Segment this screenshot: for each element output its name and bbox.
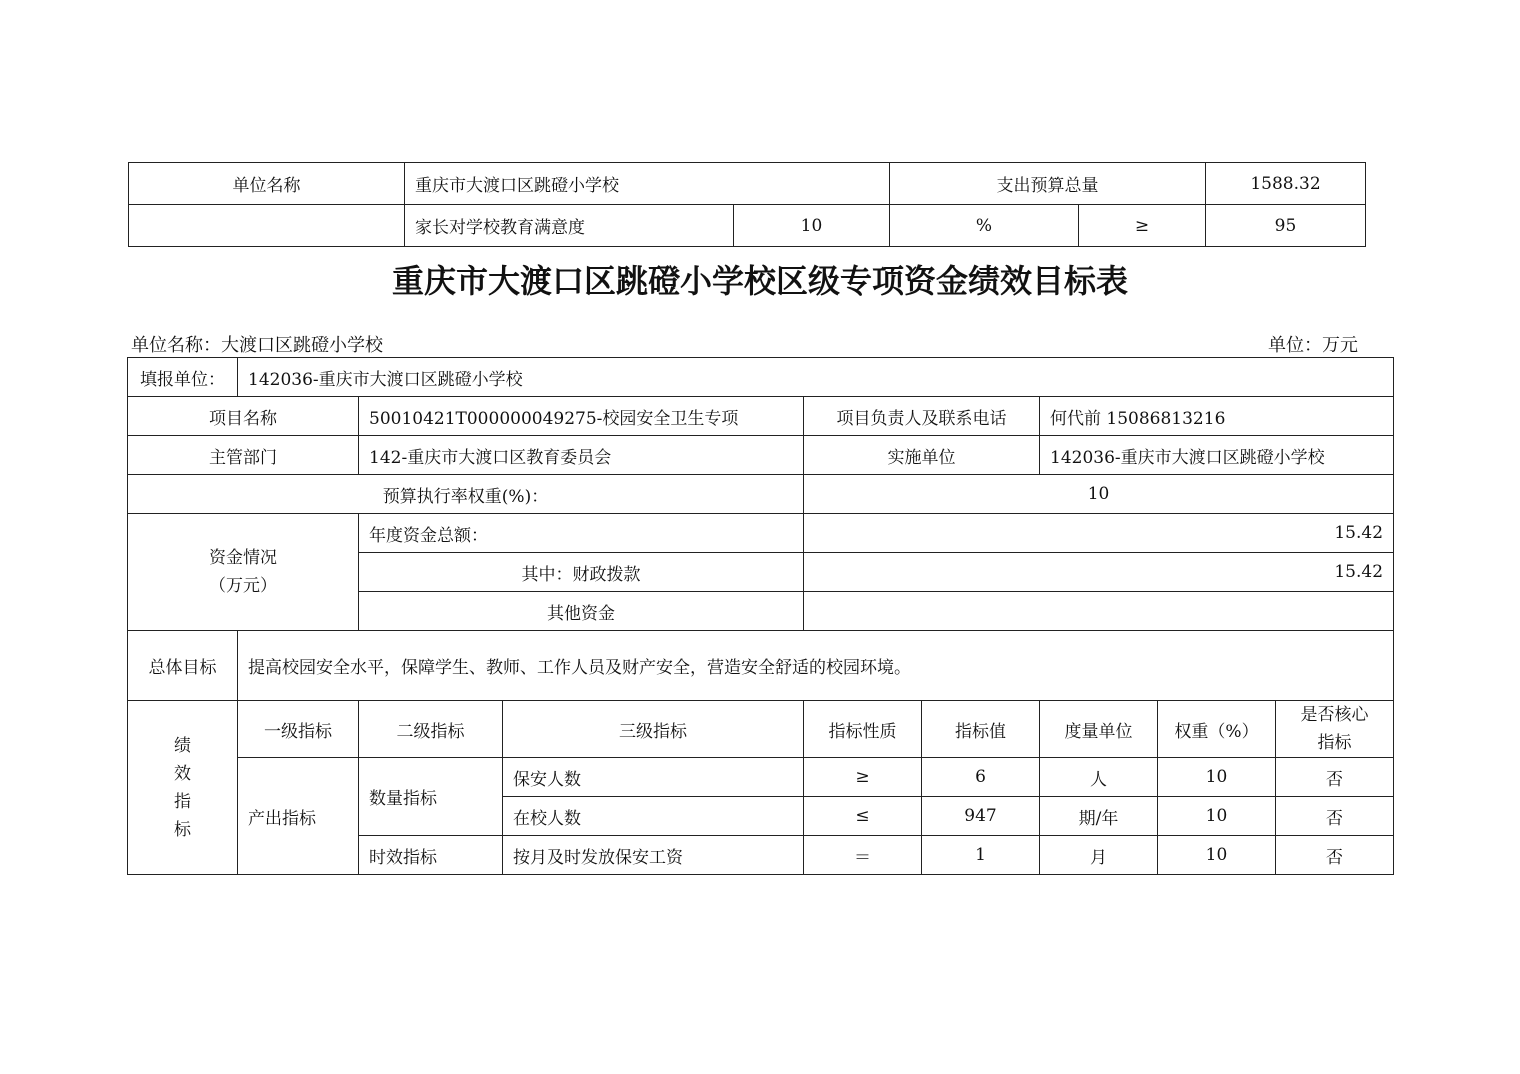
indicator-header-row (128, 701, 1394, 758)
impl-value: 142036-重庆市大渡口区跳磴小学校 (1040, 436, 1394, 475)
funds-label-line-2: （万元） (209, 576, 277, 596)
project-name-value: 50010421T000000049275-校园安全卫生专项 (359, 397, 804, 436)
goal-value: 提高校园安全水平，保障学生、教师、工作人员及财产安全，营造安全舒适的校园环境。 (238, 631, 1394, 701)
indicator-row (128, 758, 1394, 797)
perf-indicator-label (128, 701, 238, 875)
page-title: 重庆市大渡口区跳磴小学校区级专项资金绩效目标表 (391, 262, 1128, 300)
weight-cell: 10 (1158, 836, 1276, 875)
satisfaction-weight: 10 (734, 205, 890, 247)
level3-cell: 按月及时发放保安工资 (503, 836, 804, 875)
satisfaction-nature: ≥ (1079, 205, 1206, 247)
header-core: 是否核心指标 (1276, 701, 1394, 758)
core-cell: 否 (1276, 797, 1394, 836)
exec-rate-label: 预算执行率权重(%)： (128, 475, 804, 514)
unit-cell: 人 (1040, 758, 1158, 797)
annual-total-label: 年度资金总额： (359, 514, 804, 553)
header-level2: 二级指标 (359, 701, 503, 758)
currency-unit-line: 单位：万元 (1268, 335, 1358, 356)
core-cell: 否 (1276, 758, 1394, 797)
perf-label-char: 效 (174, 763, 191, 784)
unit-cell: 月 (1040, 836, 1158, 875)
value-cell: 947 (922, 797, 1040, 836)
filler-row (128, 358, 1394, 397)
performance-target-table (127, 357, 1394, 875)
level3-cell: 在校人数 (503, 797, 804, 836)
header-value: 指标值 (922, 701, 1040, 758)
nature-cell: ＝ (804, 836, 922, 875)
funds-row-1 (128, 514, 1394, 553)
annual-total-value: 15.42 (804, 514, 1394, 553)
core-cell: 否 (1276, 836, 1394, 875)
unit-name-value: 重庆市大渡口区跳磴小学校 (405, 163, 890, 205)
project-name-label: 项目名称 (128, 397, 359, 436)
dept-value: 142-重庆市大渡口区教育委员会 (359, 436, 804, 475)
value-cell: 6 (922, 758, 1040, 797)
fiscal-label: 其中：财政拨款 (359, 553, 804, 592)
impl-label: 实施单位 (804, 436, 1040, 475)
top-summary-table (128, 162, 1366, 247)
header-level1: 一级指标 (238, 701, 359, 758)
header-level3: 三级指标 (503, 701, 804, 758)
level3-cell: 保安人数 (503, 758, 804, 797)
filler-label: 填报单位： (128, 358, 238, 397)
budget-total-label: 支出预算总量 (890, 163, 1206, 205)
other-value (804, 592, 1394, 631)
level2-timeliness: 时效指标 (359, 836, 503, 875)
other-label: 其他资金 (359, 592, 804, 631)
goal-label: 总体目标 (128, 631, 238, 701)
perf-label-char: 绩 (174, 735, 191, 756)
perf-label-char: 标 (174, 819, 191, 840)
unit-name-label: 单位名称 (129, 163, 405, 205)
level2-quantity: 数量指标 (359, 758, 503, 836)
dept-row (128, 436, 1394, 475)
weight-cell: 10 (1158, 797, 1276, 836)
dept-label: 主管部门 (128, 436, 359, 475)
satisfaction-value: 95 (1206, 205, 1366, 247)
goal-row (128, 631, 1394, 701)
weight-cell: 10 (1158, 758, 1276, 797)
contact-label: 项目负责人及联系电话 (804, 397, 1040, 436)
unit-name-line: 单位名称：大渡口区跳磴小学校 (131, 335, 383, 356)
project-row (128, 397, 1394, 436)
level1-output: 产出指标 (238, 758, 359, 875)
exec-rate-row (128, 475, 1394, 514)
contact-value: 何代前 15086813216 (1040, 397, 1394, 436)
nature-cell: ≥ (804, 758, 922, 797)
nature-cell: ≤ (804, 797, 922, 836)
perf-label-char: 指 (174, 791, 191, 812)
unit-cell: 期/年 (1040, 797, 1158, 836)
value-cell: 1 (922, 836, 1040, 875)
empty-cell (129, 205, 405, 247)
header-weight: 权重（%） (1158, 701, 1276, 758)
fiscal-value: 15.42 (804, 553, 1394, 592)
header-nature: 指标性质 (804, 701, 922, 758)
funds-label-line-1: 资金情况 (209, 548, 277, 568)
satisfaction-unit: % (890, 205, 1079, 247)
top-row-1 (129, 163, 1366, 205)
budget-total-value: 1588.32 (1206, 163, 1366, 205)
header-unit: 度量单位 (1040, 701, 1158, 758)
exec-rate-value: 10 (804, 475, 1394, 514)
filler-value: 142036-重庆市大渡口区跳磴小学校 (238, 358, 1394, 397)
satisfaction-indicator: 家长对学校教育满意度 (405, 205, 734, 247)
funds-label (128, 514, 359, 631)
top-row-2 (129, 205, 1366, 247)
